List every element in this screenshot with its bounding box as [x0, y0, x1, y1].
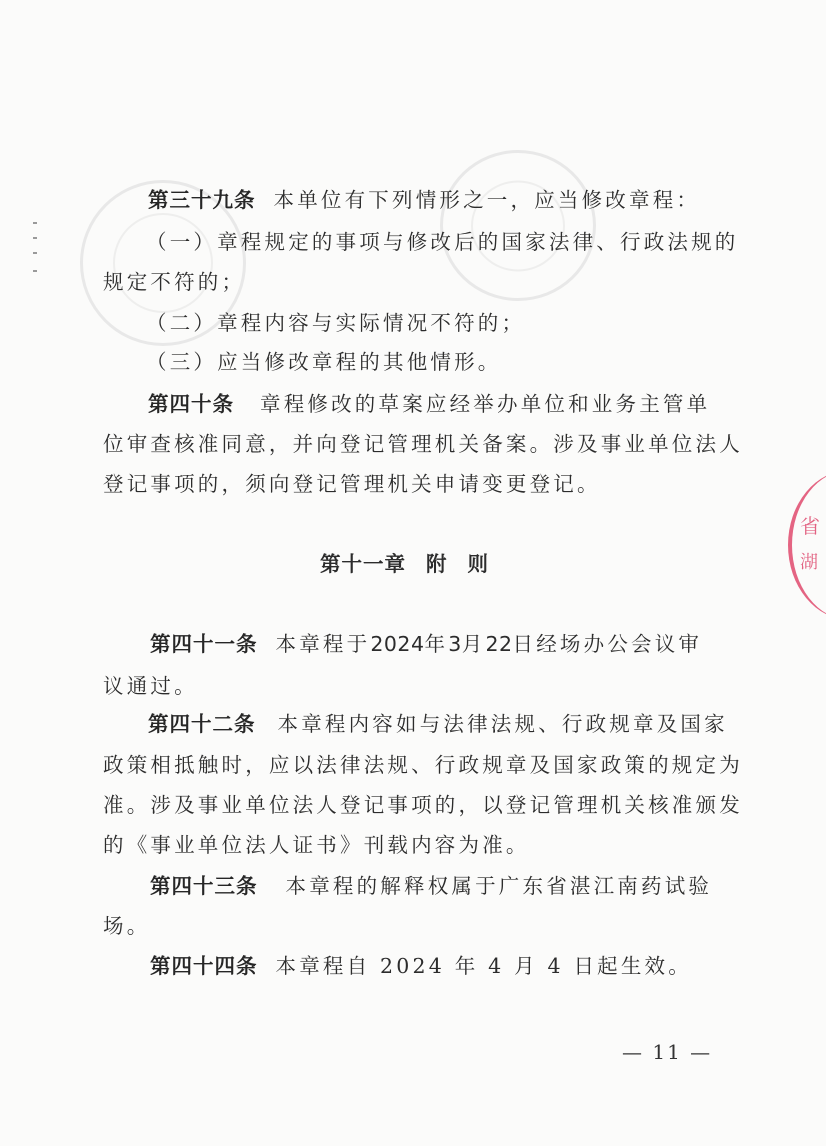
- item-text: （三）应当修改章程的其他情形。: [146, 350, 502, 374]
- article-39-item-1: [146, 228, 739, 256]
- article-text: 本章程于: [275, 632, 371, 656]
- article-39: [148, 186, 700, 214]
- article-text: 本章程的解释权属于广东省湛江南药试验: [285, 874, 713, 898]
- article-label: 第四十一条: [150, 632, 258, 656]
- article-text: 章程修改的草案应经举办单位和业务主管单: [260, 392, 711, 416]
- article-40: [148, 390, 710, 418]
- article-text: 的《事业单位法人证书》刊载内容为准。: [103, 833, 530, 857]
- article-label: 第四十四条: [150, 954, 258, 978]
- margin-mark: [33, 252, 37, 254]
- item-text: （二）章程内容与实际情况不符的；: [146, 311, 526, 335]
- article-text: 本章程内容如与法律法规、行政规章及国家: [277, 712, 728, 736]
- article-label: 第四十二条: [148, 712, 256, 736]
- article-39-item-2: [146, 309, 525, 337]
- article-text: 本章程自 2024 年 4 月 4 日起生效。: [275, 954, 692, 978]
- article-41-line-2: [103, 672, 198, 700]
- article-39-item-3: [146, 348, 502, 376]
- article-text: 日经场办公会议审: [512, 632, 703, 656]
- article-label: 第四十条: [148, 392, 234, 416]
- chapter-number: 第十一章: [320, 552, 406, 576]
- stamp-char-1: 省: [800, 514, 820, 538]
- article-40-line-2: [103, 430, 743, 458]
- article-label: 第四十三条: [150, 874, 258, 898]
- official-red-stamp: [788, 470, 826, 620]
- month: 3: [448, 632, 462, 656]
- unit: 年: [424, 632, 449, 656]
- item-text: 规定不符的；: [103, 270, 246, 294]
- year: 2024: [370, 632, 425, 656]
- article-43: [150, 872, 712, 900]
- article-text: 本单位有下列情形之一，应当修改章程：: [273, 188, 701, 212]
- chapter-title-1: 附: [426, 552, 448, 576]
- article-text: 位审查核准同意，并向登记管理机关备案。涉及事业单位法人: [103, 432, 743, 456]
- article-42-line-2: [103, 751, 743, 779]
- article-44: [150, 952, 692, 980]
- article-39-item-1-cont: [103, 268, 245, 296]
- margin-mark: [33, 237, 37, 239]
- article-41: [150, 630, 702, 658]
- chapter-title-2: 则: [467, 552, 489, 576]
- margin-mark: [33, 270, 37, 272]
- article-text: 政策相抵触时，应以法律法规、行政规章及国家政策的规定为: [103, 753, 743, 777]
- article-text: 议通过。: [103, 674, 198, 698]
- unit: 月: [461, 632, 486, 656]
- day: 22: [485, 632, 513, 656]
- article-text: 场。: [103, 914, 151, 938]
- article-text: 登记事项的，须向登记管理机关申请变更登记。: [103, 472, 601, 496]
- article-label: 第三十九条: [148, 188, 256, 212]
- margin-mark: [33, 222, 37, 224]
- article-42-line-3: [103, 791, 743, 819]
- watermark-seal-right: [440, 150, 596, 301]
- article-43-line-2: [103, 912, 150, 940]
- article-42: [148, 710, 728, 738]
- chapter-heading: [320, 550, 489, 578]
- article-40-line-3: [103, 470, 601, 498]
- article-42-line-4: [103, 831, 530, 859]
- page-number: — 11 —: [622, 1040, 713, 1064]
- article-text: 准。涉及事业单位法人登记事项的，以登记管理机关核准颁发: [103, 793, 743, 817]
- item-text: （一）章程规定的事项与修改后的国家法律、行政法规的: [146, 230, 739, 254]
- stamp-char-2: 湖: [800, 552, 818, 573]
